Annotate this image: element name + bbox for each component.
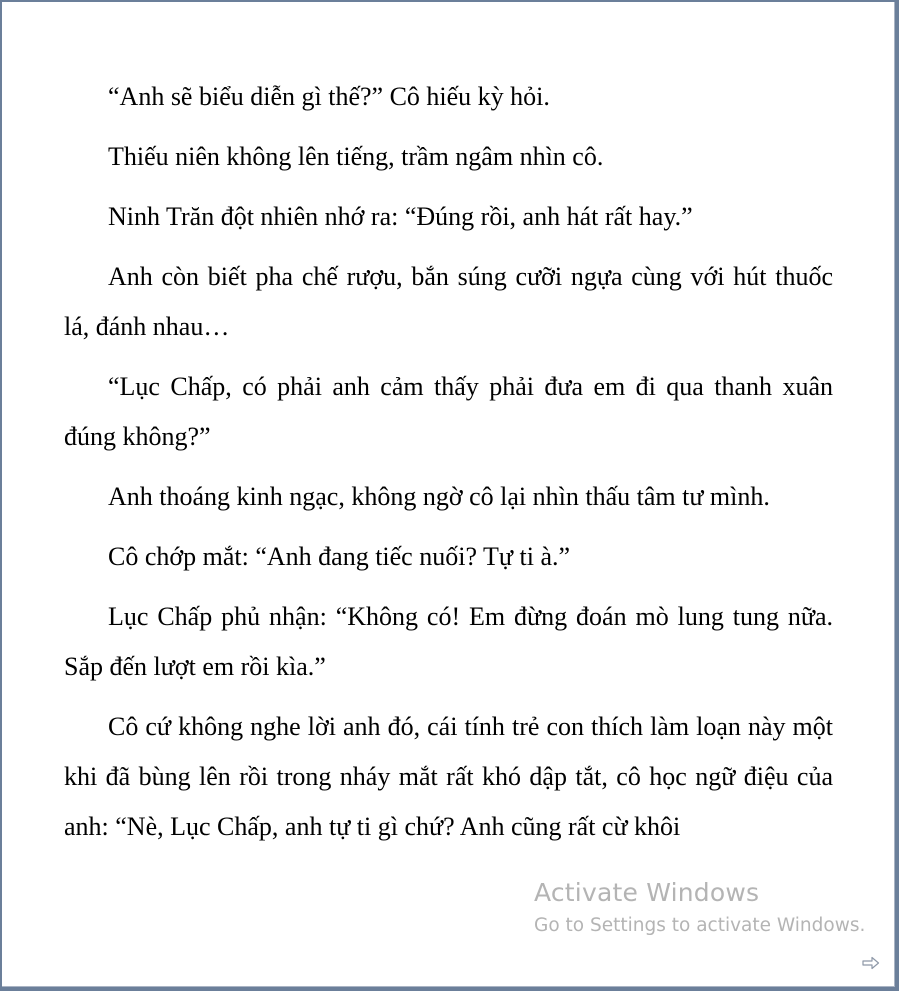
paragraph: “Anh sẽ biểu diễn gì thế?” Cô hiếu kỳ hỏi.	[108, 82, 550, 111]
arrow-right-icon-graphic	[862, 956, 880, 970]
watermark-subtitle: Go to Settings to activate Windows.	[534, 915, 866, 936]
paragraph: Thiếu niên không lên tiếng, trầm ngâm nhìn cô.	[108, 142, 604, 171]
document-body	[64, 72, 833, 862]
watermark-title: Activate Windows	[534, 878, 760, 907]
paragraph: “Lục Chấp, có phải anh cảm thấy phải đưa em đi qua thanh xuân đúng không?”	[64, 372, 833, 451]
paragraph: Anh còn biết pha chế rượu, bắn súng cưỡi ngựa cùng với hút thuốc lá, đánh nhau…	[64, 262, 833, 341]
document-page	[2, 2, 895, 987]
activation-watermark	[534, 875, 865, 941]
paragraph: Ninh Trăn đột nhiên nhớ ra: “Đúng rồi, anh hát rất hay.”	[108, 202, 693, 231]
paragraph: Cô cứ không nghe lời anh đó, cái tính trẻ con thích làm loạn này một khi đã bùng lên rồi trong nháy mắt rất khó dập tắt, cô học ngữ điệu của anh: “Nè, Lục Chấp, anh tự ti gì chứ? Anh cũng rất cừ khôi	[64, 712, 833, 841]
paragraph: Lục Chấp phủ nhận: “Không có! Em đừng đoán mò lung tung nữa. Sắp đến lượt em rồi kìa.”	[64, 602, 833, 681]
paragraph: Cô chớp mắt: “Anh đang tiếc nuối? Tự ti à.”	[108, 542, 571, 571]
arrow-right-icon[interactable]	[862, 956, 882, 972]
paragraph: Anh thoáng kinh ngạc, không ngờ cô lại nhìn thấu tâm tư mình.	[108, 482, 770, 511]
